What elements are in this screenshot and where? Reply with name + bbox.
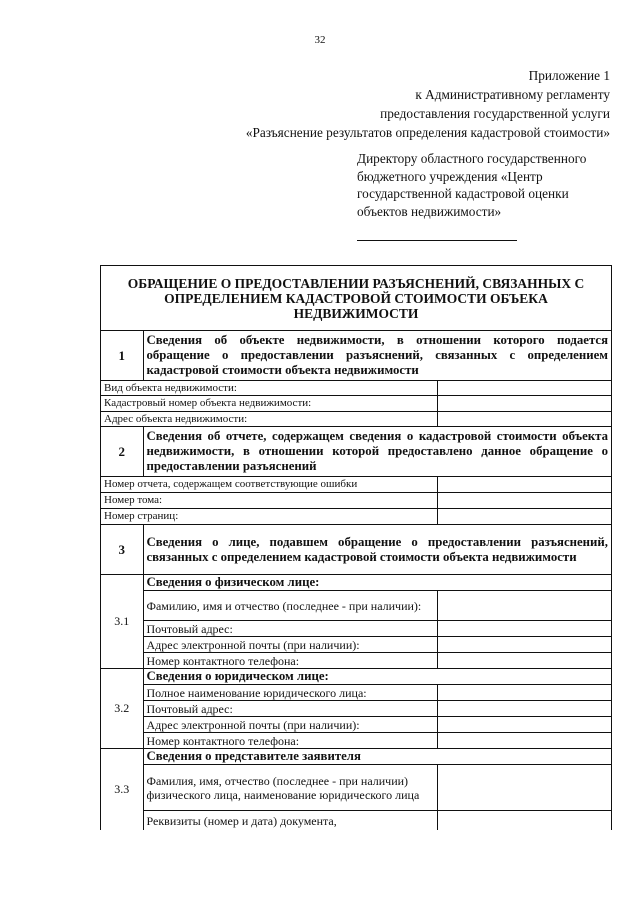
field-label: Адрес объекта недвижимости: (101, 412, 437, 427)
form-row (101, 396, 611, 412)
field-label: Фамилию, имя и отчество (последнее - при наличии): (143, 591, 437, 621)
form-row (101, 701, 611, 717)
subsection-3-2-number: 3.2 (101, 669, 143, 749)
form-row (101, 717, 611, 733)
field-input[interactable] (437, 621, 611, 637)
field-input[interactable] (437, 765, 611, 811)
field-label: Вид объекта недвижимости: (101, 381, 437, 396)
field-input[interactable] (437, 717, 611, 733)
addressee-line-1: Директору областного государственного (357, 151, 587, 166)
form-row (101, 765, 611, 811)
section-3-number: 3 (101, 525, 143, 575)
field-label: Полное наименование юридического лица: (143, 685, 437, 701)
field-input[interactable] (437, 733, 611, 749)
addressee-blank-line[interactable] (357, 220, 517, 241)
addressee-line-3: государственной кадастровой оценки (357, 186, 569, 201)
field-label: Почтовый адрес: (143, 621, 437, 637)
section-1-title: Сведения об объекте недвижимости, в отношении которого подается обращение о предоставлении разъяснений, связанных с определением кадастровой стоимости объекта недвижимости (143, 331, 611, 381)
field-input[interactable] (437, 509, 611, 525)
field-input[interactable] (437, 591, 611, 621)
subsection-3-3-number: 3.3 (101, 749, 143, 831)
field-label: Кадастровый номер объекта недвижимости: (101, 396, 437, 412)
form-row (101, 811, 611, 831)
form-row (101, 621, 611, 637)
form-row (101, 477, 611, 493)
form-row (101, 591, 611, 621)
field-label: Почтовый адрес: (143, 701, 437, 717)
appendix-line-2: к Административному регламенту (415, 87, 610, 102)
form-row (101, 412, 611, 427)
appendix-header (246, 66, 610, 142)
form-row (101, 653, 611, 669)
field-input[interactable] (437, 811, 611, 831)
addressee-line-2: бюджетного учреждения «Центр (357, 168, 543, 184)
page-number: 32 (314, 34, 326, 46)
field-label: Адрес электронной почты (при наличии): (143, 717, 437, 733)
field-label: Номер страниц: (101, 509, 437, 525)
section-2-number: 2 (101, 427, 143, 477)
form-row (101, 509, 611, 525)
form-row (101, 733, 611, 749)
field-input[interactable] (437, 637, 611, 653)
field-input[interactable] (437, 493, 611, 509)
appendix-line-4: «Разъяснение результатов определения кадастровой стоимости» (245, 125, 610, 140)
field-label: Номер контактного телефона: (143, 653, 437, 669)
addressee-block (357, 150, 586, 241)
appendix-line-1: Приложение 1 (528, 68, 610, 83)
field-input[interactable] (437, 396, 611, 412)
field-input[interactable] (437, 701, 611, 717)
field-label: Адрес электронной почты (при наличии): (143, 637, 437, 653)
section-3-title: Сведения о лице, подавшем обращение о предоставлении разъяснений, связанных с определением кадастровой стоимости объекта недвижимости (143, 525, 611, 575)
subsection-3-1-number: 3.1 (101, 575, 143, 669)
application-form (100, 265, 612, 830)
form-row (101, 685, 611, 701)
field-label: Номер тома: (101, 493, 437, 509)
form-title: ОБРАЩЕНИЕ О ПРЕДОСТАВЛЕНИИ РАЗЪЯСНЕНИЙ, СВЯЗАННЫХ С ОПРЕДЕЛЕНИЕМ КАДАСТРОВОЙ СТОИМОСТИ ОБЪЕКА НЕДВИЖИМОСТИ (101, 266, 611, 331)
field-label: Реквизиты (номер и дата) документа, (143, 811, 437, 831)
form-table (101, 266, 611, 830)
subsection-3-3-heading: Сведения о представителе заявителя (143, 749, 611, 765)
appendix-line-3: предоставления государственной услуги (380, 106, 610, 121)
field-label: Фамилия, имя, отчество (последнее - при наличии) физического лица, наименование юридического лица (143, 765, 437, 811)
subsection-3-1-heading: Сведения о физическом лице: (143, 575, 611, 591)
form-row (101, 637, 611, 653)
subsection-3-2-heading: Сведения о юридическом лице: (143, 669, 611, 685)
section-1-number: 1 (101, 331, 143, 381)
field-label: Номер контактного телефона: (143, 733, 437, 749)
field-input[interactable] (437, 653, 611, 669)
field-label: Номер отчета, содержащем соответствующие ошибки (101, 477, 437, 493)
field-input[interactable] (437, 477, 611, 493)
form-row (101, 493, 611, 509)
field-input[interactable] (437, 381, 611, 396)
field-input[interactable] (437, 685, 611, 701)
form-row (101, 381, 611, 396)
addressee-line-4: объектов недвижимости» (357, 203, 502, 219)
field-input[interactable] (437, 412, 611, 427)
section-2-title: Сведения об отчете, содержащем сведения о кадастровой стоимости объекта недвижимости, в отношении которой предоставлено данное обращение о предоставлении разъяснений (143, 427, 611, 477)
